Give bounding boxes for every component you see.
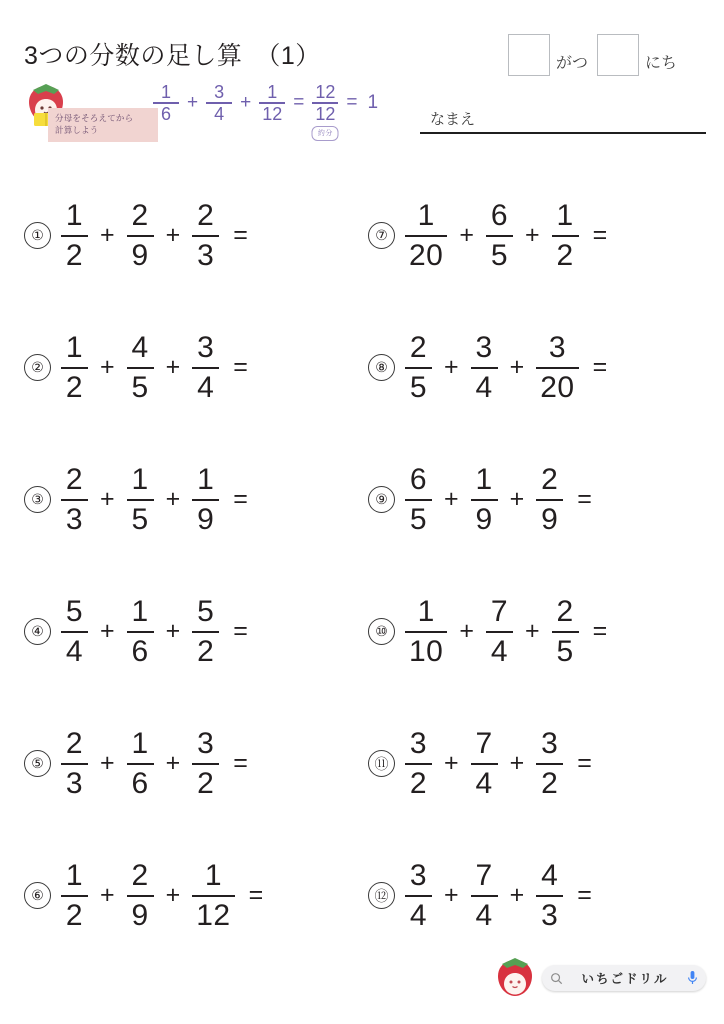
fraction — [61, 728, 88, 798]
fraction-bar — [61, 895, 88, 897]
plus-operator: + — [459, 617, 474, 645]
example-equals-2: = — [346, 92, 358, 113]
plus-operator: + — [100, 485, 115, 513]
fraction — [405, 200, 447, 270]
fraction-numerator: 1 — [417, 199, 435, 233]
fraction-bar — [127, 499, 154, 501]
fraction-denominator: 4 — [490, 634, 509, 668]
fraction-numerator: 2 — [131, 199, 149, 233]
fraction-denominator: 9 — [541, 502, 559, 536]
fraction — [61, 332, 88, 402]
fraction-denominator: 20 — [409, 238, 444, 272]
example-term-1-denominator: 6 — [160, 104, 171, 124]
fraction-denominator: 20 — [540, 370, 575, 404]
fraction — [127, 464, 154, 534]
fraction-bar — [61, 763, 88, 765]
problem-number: ② — [24, 354, 51, 381]
plus-operator: + — [509, 881, 525, 909]
fraction-bar — [486, 631, 513, 633]
fraction-denominator: 2 — [556, 238, 574, 272]
example-plus-2: + — [240, 92, 252, 113]
fraction-numerator: 4 — [541, 859, 559, 893]
problem-item — [368, 183, 607, 288]
problem-item — [24, 447, 248, 552]
fraction-denominator: 12 — [196, 898, 231, 932]
fraction-bar — [127, 895, 154, 897]
plus-operator: + — [100, 353, 115, 381]
fraction-bar — [127, 235, 154, 237]
example-result-denominator: 12 — [315, 104, 336, 124]
fraction-denominator: 2 — [197, 766, 215, 800]
fraction-bar — [405, 631, 447, 633]
fraction-numerator: 6 — [409, 463, 428, 497]
fraction-numerator: 1 — [197, 463, 215, 497]
example-equals-1: = — [293, 92, 305, 113]
problem-row — [0, 315, 724, 447]
fraction-denominator: 2 — [541, 766, 559, 800]
fraction-numerator: 2 — [409, 331, 428, 365]
fraction-denominator: 2 — [65, 370, 84, 404]
example-term-1 — [153, 82, 179, 124]
problem-number: ③ — [24, 486, 51, 513]
fraction-bar — [405, 499, 432, 501]
problem-number: ⑩ — [368, 618, 395, 645]
problem-item — [368, 843, 592, 948]
hint-speech-bubble — [48, 108, 158, 142]
fraction-numerator: 1 — [65, 859, 84, 893]
fraction-numerator: 2 — [131, 859, 149, 893]
fraction — [405, 860, 432, 930]
example-term-2-denominator: 4 — [214, 104, 225, 124]
problem-item — [24, 711, 248, 816]
problem-item — [368, 579, 607, 684]
plus-operator: + — [444, 881, 459, 909]
example-result-fraction-wrap — [309, 82, 341, 137]
name-block — [420, 108, 706, 134]
plus-operator: + — [165, 749, 181, 777]
fraction — [192, 596, 219, 666]
example-result-numerator: 12 — [315, 82, 336, 102]
example-equation — [150, 82, 379, 137]
equals-sign: = — [577, 749, 592, 777]
fraction-numerator: 3 — [409, 859, 428, 893]
fraction-bar — [405, 763, 432, 765]
fraction-numerator: 1 — [131, 463, 149, 497]
equals-sign: = — [577, 881, 592, 909]
fraction — [192, 200, 219, 270]
fraction-denominator: 4 — [409, 898, 428, 932]
hint-line-1: 分母をそろえてから — [55, 113, 134, 123]
problem-item — [368, 447, 592, 552]
fraction-numerator: 1 — [417, 595, 435, 629]
fraction — [405, 728, 432, 798]
fraction — [536, 860, 563, 930]
fraction — [61, 200, 88, 270]
month-input-box[interactable] — [508, 34, 550, 76]
fraction-numerator: 3 — [197, 331, 215, 365]
fraction — [536, 728, 563, 798]
fraction-bar — [192, 763, 219, 765]
fraction-denominator: 4 — [475, 766, 493, 800]
fraction-denominator: 9 — [131, 238, 149, 272]
problem-number: ⑦ — [368, 222, 395, 249]
fraction-bar — [486, 235, 513, 237]
fraction-bar — [405, 367, 432, 369]
fraction-bar — [536, 895, 563, 897]
example-final-result: 1 — [367, 92, 379, 113]
plus-operator: + — [524, 221, 540, 249]
fraction-denominator: 5 — [409, 502, 428, 536]
problem-item — [368, 315, 607, 420]
fraction — [552, 200, 579, 270]
problem-row — [0, 183, 724, 315]
equals-sign: = — [233, 617, 248, 645]
fraction — [471, 464, 498, 534]
example-strip — [0, 80, 420, 160]
fraction-numerator: 1 — [204, 859, 222, 893]
problem-number: ⑫ — [368, 882, 395, 909]
fraction-bar — [127, 631, 154, 633]
plus-operator: + — [524, 617, 540, 645]
fraction-bar — [127, 367, 154, 369]
strawberry-mascot-icon — [494, 956, 536, 1000]
fraction-bar — [61, 235, 88, 237]
microphone-icon — [687, 970, 698, 986]
day-unit-label: にち — [645, 55, 678, 72]
plus-operator: + — [165, 485, 181, 513]
plus-operator: + — [100, 617, 115, 645]
plus-operator: + — [165, 617, 181, 645]
example-term-3 — [259, 82, 285, 124]
fraction — [486, 596, 513, 666]
fraction-bar — [127, 763, 154, 765]
problem-row — [0, 711, 724, 843]
problem-number: ⑥ — [24, 882, 51, 909]
problem-number: ① — [24, 222, 51, 249]
equals-sign: = — [592, 221, 608, 249]
example-term-1-numerator: 1 — [160, 82, 171, 102]
fraction-denominator: 3 — [65, 766, 84, 800]
example-term-3-denominator: 12 — [262, 104, 283, 124]
page-title: 3つの分数の足し算 （1） — [24, 42, 321, 70]
fraction-denominator: 4 — [475, 898, 493, 932]
problem-item — [24, 183, 248, 288]
fraction-denominator: 3 — [541, 898, 559, 932]
plus-operator: + — [444, 353, 459, 381]
fraction — [405, 596, 447, 666]
fraction — [405, 464, 432, 534]
fraction-numerator: 1 — [65, 331, 84, 365]
name-label: なまえ — [430, 111, 476, 128]
fraction-denominator: 5 — [131, 502, 149, 536]
fraction-numerator: 3 — [541, 727, 559, 761]
fraction-bar — [536, 367, 578, 369]
equals-sign: = — [592, 353, 608, 381]
equals-sign: = — [233, 353, 248, 381]
fraction-numerator: 2 — [65, 727, 84, 761]
fraction-bar — [552, 235, 579, 237]
problem-grid — [0, 183, 724, 948]
fraction — [536, 332, 578, 402]
reduce-badge: 約分 — [312, 126, 339, 141]
worksheet-footer — [0, 952, 724, 1024]
plus-operator: + — [165, 221, 181, 249]
problem-row — [0, 579, 724, 711]
fraction — [192, 728, 219, 798]
fraction — [61, 860, 88, 930]
fraction-bar — [61, 499, 88, 501]
date-row — [508, 34, 677, 76]
fraction-denominator: 9 — [475, 502, 493, 536]
plus-operator: + — [444, 749, 459, 777]
fraction — [471, 728, 498, 798]
fraction-denominator: 6 — [131, 766, 149, 800]
fraction — [192, 860, 234, 930]
fraction-denominator: 3 — [197, 238, 215, 272]
fraction-numerator: 1 — [556, 199, 574, 233]
fraction-bar — [405, 895, 432, 897]
fraction-bar — [471, 763, 498, 765]
fraction — [536, 464, 563, 534]
problem-number: ⑧ — [368, 354, 395, 381]
fraction-bar — [405, 235, 447, 237]
search-icon — [550, 972, 563, 985]
fraction-numerator: 3 — [475, 331, 493, 365]
equals-sign: = — [233, 485, 248, 513]
problem-item — [24, 315, 248, 420]
fraction — [61, 596, 88, 666]
fraction-denominator: 3 — [65, 502, 84, 536]
problem-row — [0, 447, 724, 579]
fraction-numerator: 1 — [131, 727, 149, 761]
fraction-bar — [192, 367, 219, 369]
fraction-numerator: 5 — [197, 595, 215, 629]
fraction — [61, 464, 88, 534]
day-input-box[interactable] — [597, 34, 639, 76]
brand-logo[interactable] — [494, 956, 706, 1000]
hint-line-2: 計算しよう — [55, 125, 99, 136]
fraction-denominator: 6 — [131, 634, 149, 668]
fraction-numerator: 1 — [65, 199, 84, 233]
plus-operator: + — [459, 221, 474, 249]
fraction-denominator: 2 — [197, 634, 215, 668]
fraction-denominator: 4 — [475, 370, 493, 404]
plus-operator: + — [100, 749, 115, 777]
fraction-bar — [192, 895, 234, 897]
fraction — [127, 728, 154, 798]
fraction-bar — [61, 367, 88, 369]
fraction-denominator: 5 — [409, 370, 428, 404]
fraction-denominator: 9 — [197, 502, 215, 536]
fraction — [192, 332, 219, 402]
problem-item — [24, 843, 263, 948]
fraction-numerator: 7 — [475, 859, 493, 893]
fraction-bar — [536, 763, 563, 765]
fraction-bar — [552, 631, 579, 633]
fraction-denominator: 5 — [490, 238, 509, 272]
equals-sign: = — [592, 617, 608, 645]
fraction — [127, 596, 154, 666]
plus-operator: + — [509, 749, 525, 777]
fraction-numerator: 3 — [197, 727, 215, 761]
fraction — [471, 332, 498, 402]
problem-item — [368, 711, 592, 816]
fraction-bar — [471, 895, 498, 897]
plus-operator: + — [165, 881, 181, 909]
fraction-bar — [536, 499, 563, 501]
example-result-fraction — [312, 82, 338, 124]
fraction-numerator: 7 — [475, 727, 493, 761]
example-plus-1: + — [187, 92, 199, 113]
fraction-bar — [471, 499, 498, 501]
fraction-numerator: 7 — [490, 595, 509, 629]
fraction-bar — [192, 235, 219, 237]
fraction-numerator: 2 — [556, 595, 574, 629]
fraction-denominator: 10 — [409, 634, 444, 668]
example-term-3-numerator: 1 — [267, 82, 278, 102]
example-term-2-numerator: 3 — [214, 82, 225, 102]
fraction — [127, 332, 154, 402]
example-term-2 — [206, 82, 232, 124]
fraction — [552, 596, 579, 666]
fraction — [405, 332, 432, 402]
problem-number: ⑨ — [368, 486, 395, 513]
fraction-numerator: 2 — [197, 199, 215, 233]
fraction-denominator: 5 — [131, 370, 149, 404]
brand-search-pill[interactable] — [542, 965, 706, 991]
plus-operator: + — [444, 485, 459, 513]
fraction-numerator: 1 — [475, 463, 493, 497]
plus-operator: + — [100, 881, 115, 909]
fraction-denominator: 5 — [556, 634, 574, 668]
fraction-denominator: 9 — [131, 898, 149, 932]
equals-sign: = — [248, 881, 264, 909]
fraction — [127, 200, 154, 270]
fraction-denominator: 4 — [65, 634, 84, 668]
fraction-numerator: 3 — [409, 727, 428, 761]
plus-operator: + — [509, 353, 525, 381]
fraction-numerator: 2 — [541, 463, 559, 497]
fraction — [471, 860, 498, 930]
equals-sign: = — [577, 485, 592, 513]
problem-number: ④ — [24, 618, 51, 645]
fraction-denominator: 4 — [197, 370, 215, 404]
fraction-denominator: 2 — [65, 238, 84, 272]
brand-name: いちごドリル — [581, 972, 669, 986]
fraction-bar — [192, 499, 219, 501]
problem-number: ⑤ — [24, 750, 51, 777]
name-input-line[interactable] — [420, 132, 706, 134]
problem-number: ⑪ — [368, 750, 395, 777]
equals-sign: = — [233, 221, 248, 249]
plus-operator: + — [509, 485, 525, 513]
fraction — [486, 200, 513, 270]
fraction-numerator: 3 — [548, 331, 566, 365]
fraction — [192, 464, 219, 534]
equals-sign: = — [233, 749, 248, 777]
fraction-bar — [61, 631, 88, 633]
fraction-denominator: 2 — [409, 766, 428, 800]
month-unit-label: がつ — [556, 55, 589, 72]
fraction-numerator: 4 — [131, 331, 149, 365]
problem-item — [24, 579, 248, 684]
fraction-bar — [471, 367, 498, 369]
fraction-numerator: 1 — [131, 595, 149, 629]
plus-operator: + — [165, 353, 181, 381]
fraction-numerator: 5 — [65, 595, 84, 629]
fraction-numerator: 2 — [65, 463, 84, 497]
fraction-numerator: 6 — [490, 199, 509, 233]
plus-operator: + — [100, 221, 115, 249]
fraction — [127, 860, 154, 930]
fraction-bar — [192, 631, 219, 633]
fraction-denominator: 2 — [65, 898, 84, 932]
